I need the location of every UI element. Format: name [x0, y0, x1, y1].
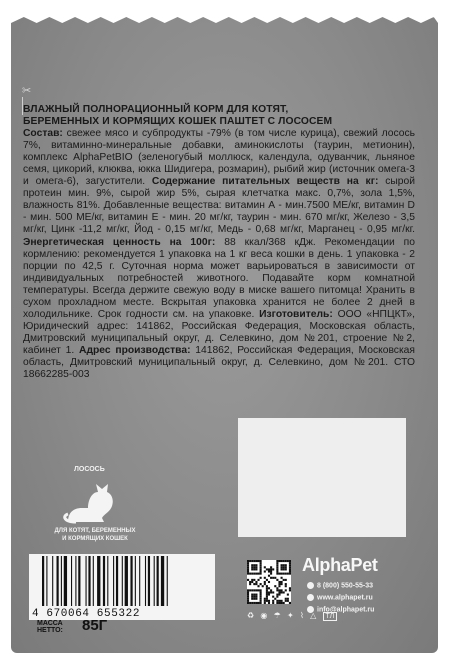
flavor-label: ЛОСОСЬ: [74, 466, 105, 473]
contact-phone: [307, 582, 373, 589]
tl-mark: ТЛ: [323, 612, 338, 621]
website-text: www.alphapet.ru: [317, 594, 373, 602]
title-line-1: ВЛАЖНЫЙ ПОЛНОРАЦИОННЫЙ КОРМ ДЛЯ КОТЯТ,: [23, 104, 289, 115]
net-mass-value: 85Г: [82, 617, 108, 634]
energy-text: 88 ккал/368 кДж. Рекомендации по кормлению: рекомендуется 1 упаковка на 1 кг веса кошки в день. 1 упаковка - 2 порции по 42,5 г. Суточная норма может варьироваться в зависимости от индивидуальных потребностей животного. Подавайте корм комнатной температуры. Всегда держите свежую воду в миске вашего питомца! Хранить в сухом прохладном месте. Вскрытая упаковка хранится не более 2 дней в холодильнике. Срок годности см. на упаковке.: [23, 236, 415, 320]
product-window: [238, 418, 406, 537]
thermometer-icon: ⌇: [299, 611, 304, 620]
brand-logo: AlphaPet: [302, 555, 378, 575]
address-label: Адрес производства:: [79, 344, 191, 356]
mass-label-line-1: МАССА: [37, 620, 63, 627]
composition-label: Состав:: [23, 128, 63, 140]
phone-text: 8 (800) 550-55-33: [317, 582, 374, 590]
globe-icon: [307, 594, 314, 601]
composition-text: свежее мясо и субпродукты -79% (в том числе курица), свежий лосось 7%, витаминно-минеральные добавки, аминокислоты (таурин, метионин), комплекс AlphaPetBIO (зеленогубый моллюск, календула, одуванчик, льняное семя, цикорий, клюква, юкка Шидигера, розмарин), рыбий жир (источник омега-3 и омега-6), загустители.: [23, 128, 415, 188]
cat-silhouette-icon: [58, 478, 128, 526]
address-text: 141862, Российская Федерация, Московская область, Дмитровский муниципальный округ, д. Селевкино, дом №201. СТО 18662285-003: [23, 344, 415, 381]
triangle-icon: △: [310, 611, 317, 620]
label-text-block: [23, 104, 415, 381]
target-line-1: ДЛЯ КОТЯТ, БЕРЕМЕННЫХ: [54, 528, 136, 534]
email-text: info@alphapet.ru: [317, 606, 375, 614]
title-line-2: БЕРЕМЕННЫХ И КОРМЯЩИХ КОШЕК ПАШТЕТ С ЛОСОСЕМ: [23, 116, 333, 128]
target-line-2: И КОРМЯЩИХ КОШЕК: [62, 536, 128, 542]
maker-text: ООО «НПЦКТ», Юридический адрес: 141862, Российская Федерация, Московская область, Дмитровский муниципальный округ, д. Селевкино, дом №201, строение №2, кабинет 1.: [23, 308, 415, 356]
composition-paragraph: [23, 128, 415, 381]
eac-mark-icon: ◉: [260, 611, 268, 620]
phone-icon: [307, 582, 314, 589]
barcode-digits: 4 670064 655322: [32, 608, 141, 620]
net-mass-label: [37, 620, 63, 634]
recycle-icon: ♻: [247, 611, 255, 620]
contact-website: [307, 594, 373, 601]
umbrella-icon: ☂: [273, 611, 281, 620]
energy-label: Энергетическая ценность на 100г:: [23, 236, 216, 248]
target-audience: [45, 527, 145, 543]
product-title: [23, 104, 415, 128]
nutrients-label: Содержание питательных веществ на кг:: [151, 176, 379, 188]
fragile-icon: ✦: [287, 611, 294, 620]
certification-marks: [247, 611, 341, 625]
qr-code-icon: [247, 560, 291, 604]
barcode-icon: [40, 556, 206, 608]
mass-label-line-2: НЕТТО:: [37, 627, 63, 634]
nutrients-text: сырой протеин мин. 9%, сырой жир 5%, сырая клетчатка макс. 0,7%, зола 1,5%, влажность 81%. Добавленные вещества: витамин А - мин.7500 МЕ/кг, витамин D - мин. 500 МЕ/кг, витамин Е - мин. 20 мг/кг, таурин - мин. 670 мг/кг, Железо - 3,5 мг/кг, Цинк -11,2 мг/кг, Йод - 0,15 мг/кг, Медь - 0,68 мг/кг, Марганец - 0,95 мг/кг.: [23, 176, 415, 236]
maker-label: Изготовитель:: [259, 308, 333, 320]
tear-notch-icon: ✂: [22, 85, 32, 97]
